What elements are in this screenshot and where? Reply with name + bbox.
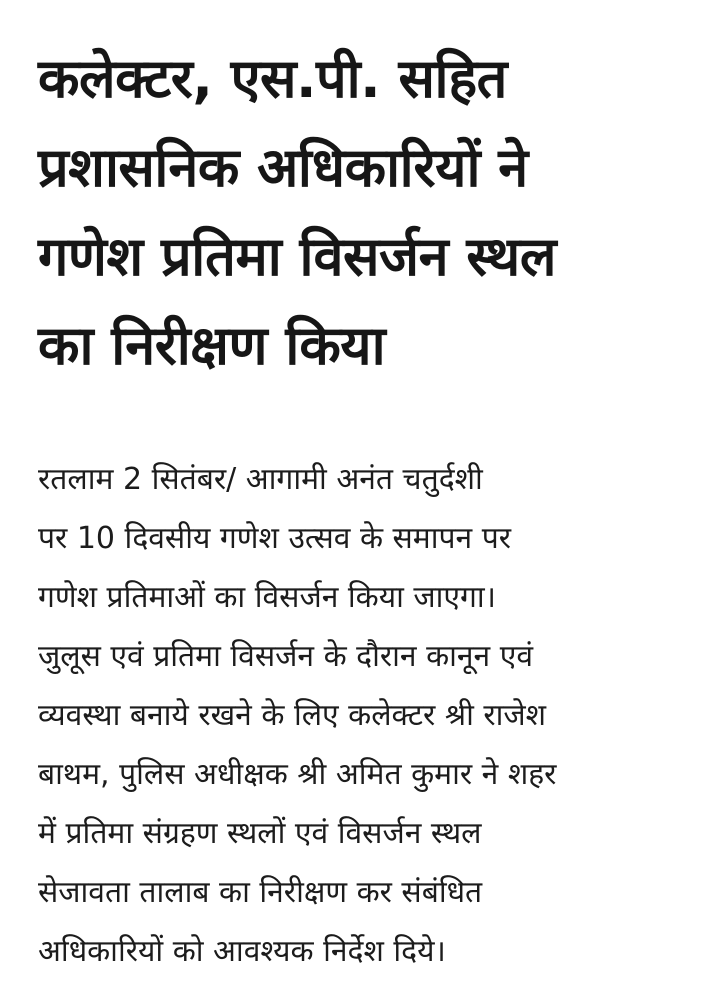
headline-line: प्रशासनिक अधिकारियों ने	[38, 136, 528, 199]
headline-line: का निरीक्षण किया	[38, 314, 386, 377]
article-headline	[38, 34, 698, 390]
body-line: अधिकारियों को आवश्यक निर्देश दिये।	[38, 934, 446, 969]
body-line: रतलाम 2 सितंबर/ आगामी अनंत चतुर्दशी	[38, 462, 483, 497]
body-line: बाथम, पुलिस अधीक्षक श्री अमित कुमार ने शहर	[38, 757, 557, 792]
headline-line: गणेश प्रतिमा विसर्जन स्थल	[38, 225, 556, 288]
body-line: सेजावता तालाब का निरीक्षण कर संबंधित	[38, 875, 483, 910]
article-body	[38, 450, 698, 981]
body-line: में प्रतिमा संग्रहण स्थलों एवं विसर्जन स्थल	[38, 816, 482, 851]
body-line: पर 10 दिवसीय गणेश उत्सव के समापन पर	[38, 521, 512, 556]
headline-line: कलेक्टर, एस.पी. सहित	[38, 47, 507, 110]
body-line: जुलूस एवं प्रतिमा विसर्जन के दौरान कानून एवं	[38, 639, 534, 674]
body-line: गणेश प्रतिमाओं का विसर्जन किया जाएगा।	[38, 580, 497, 615]
body-line: व्यवस्था बनाये रखने के लिए कलेक्टर श्री राजेश	[38, 698, 547, 733]
